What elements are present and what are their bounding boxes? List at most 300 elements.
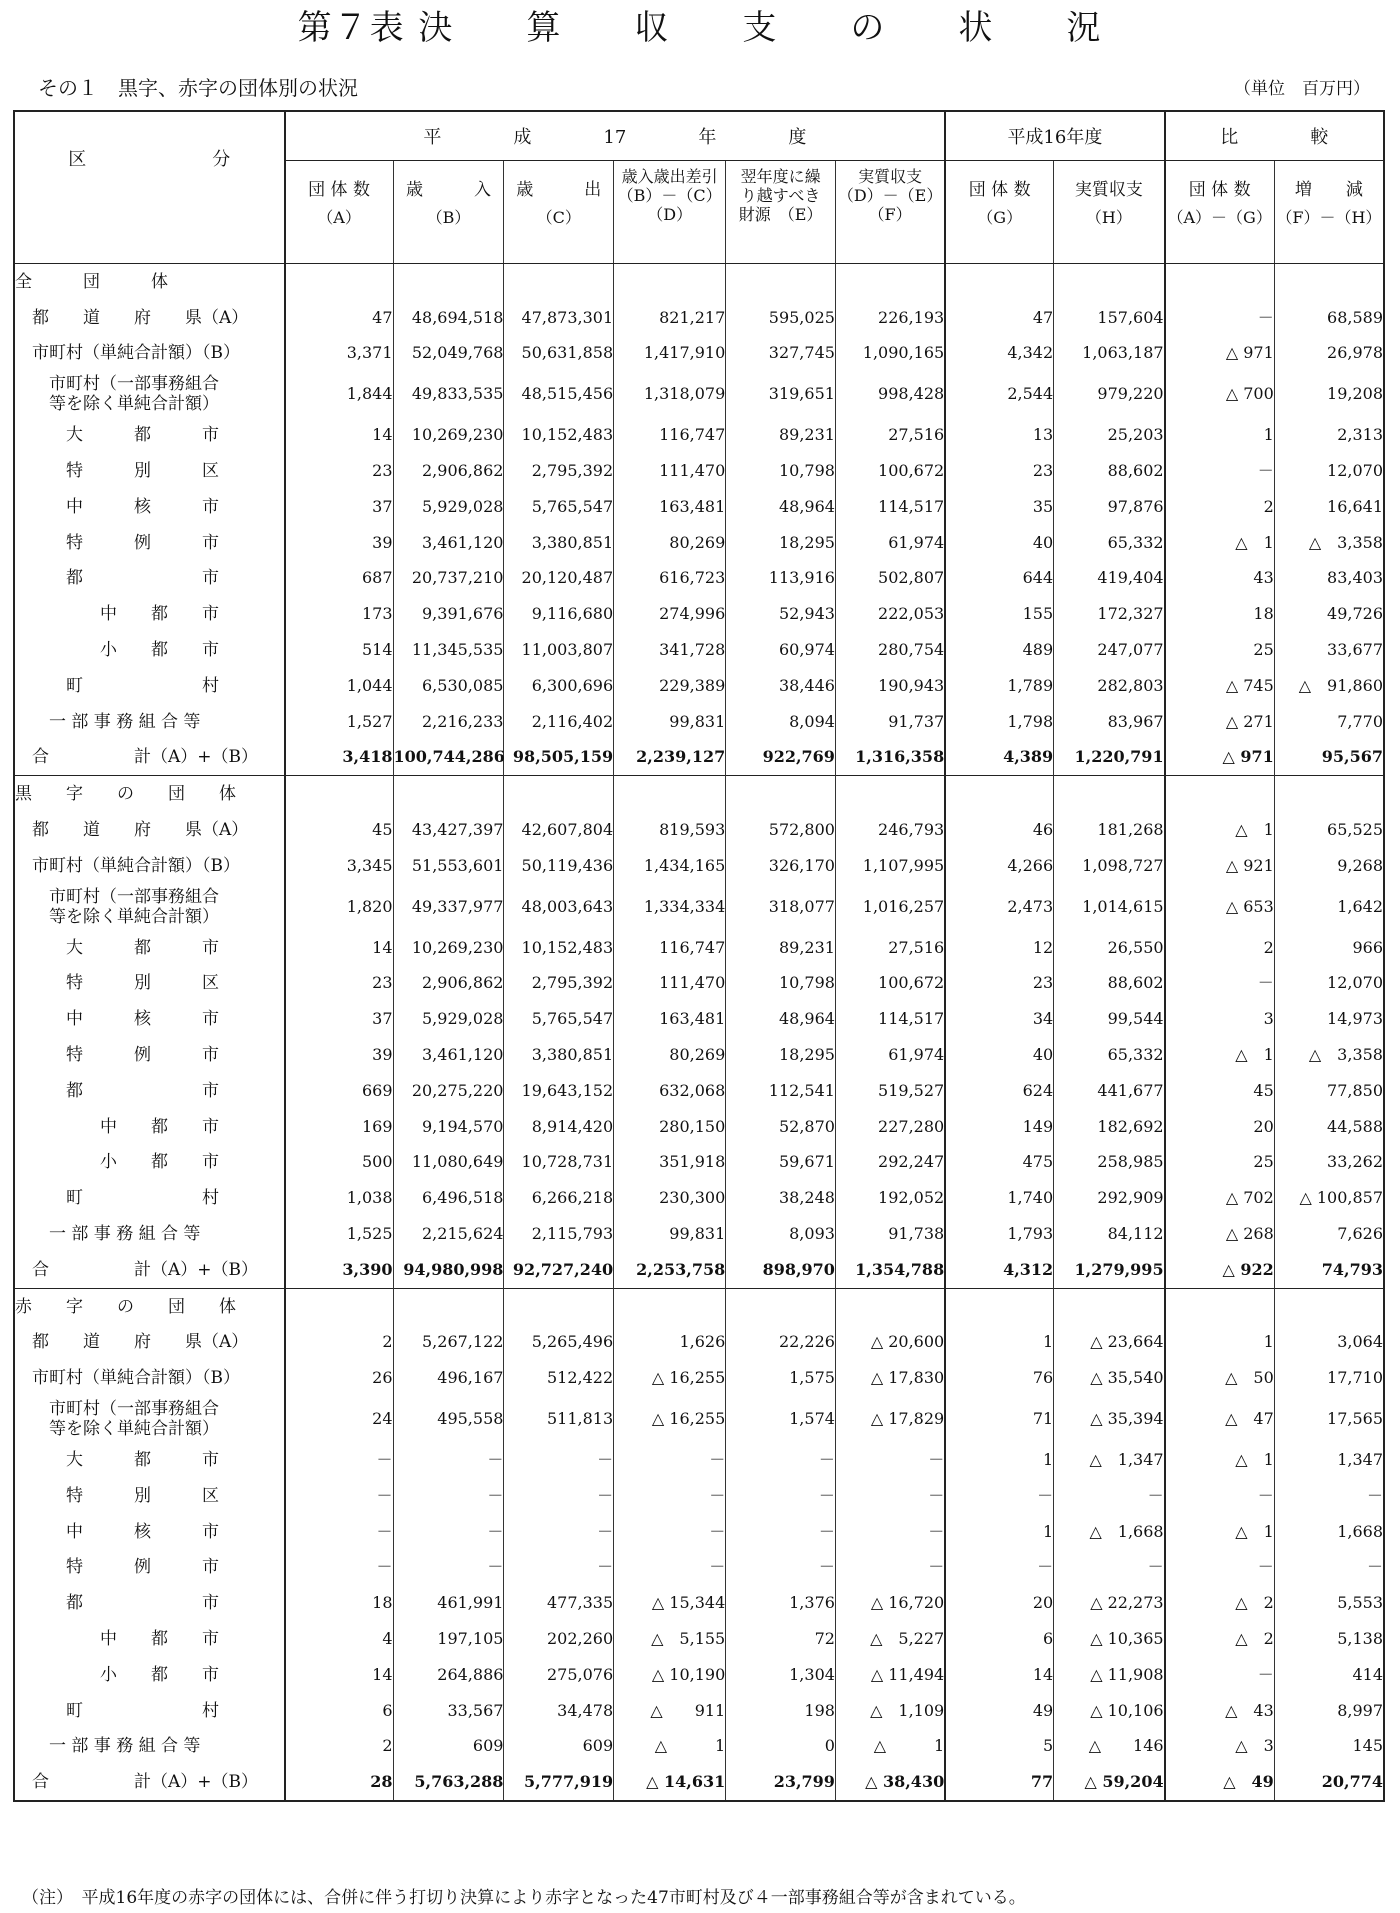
value-cell: 52,870 <box>726 1109 836 1145</box>
value-cell: 4,266 <box>945 848 1053 884</box>
value-cell: 495,558 <box>393 1396 504 1442</box>
value-cell: 10,269,230 <box>393 930 504 966</box>
value-cell: 23 <box>285 453 393 489</box>
value-cell: 114,517 <box>835 489 945 525</box>
row-label: 中 核 市 <box>15 496 219 517</box>
value-cell: 1,793 <box>945 1216 1053 1252</box>
value-cell: － <box>393 1478 504 1514</box>
value-cell: 111,470 <box>614 966 726 1002</box>
value-cell: 26,550 <box>1054 930 1165 966</box>
value-cell: 37 <box>285 489 393 525</box>
empty-cell <box>1165 1288 1275 1324</box>
value-cell: 3,380,851 <box>504 525 614 561</box>
value-cell: 26 <box>285 1360 393 1396</box>
hikaku-header: 比 較 <box>1165 111 1384 161</box>
section-title: 黒 字 の 団 体 <box>14 776 285 812</box>
table-row <box>14 1550 1384 1586</box>
table-row <box>14 1109 1384 1145</box>
value-cell: 202,260 <box>504 1621 614 1657</box>
table-row <box>14 668 1384 704</box>
value-cell: 163,481 <box>614 489 726 525</box>
value-cell: △ 59,204 <box>1054 1764 1165 1801</box>
value-cell: 1,038 <box>285 1180 393 1216</box>
value-cell: △ 11,494 <box>835 1657 945 1693</box>
value-cell: 5,763,288 <box>393 1764 504 1801</box>
value-cell: 27,516 <box>835 417 945 453</box>
value-cell: 1,574 <box>726 1396 836 1442</box>
value-cell: 616,723 <box>614 561 726 597</box>
value-cell: 12,070 <box>1274 966 1384 1002</box>
value-cell: 489 <box>945 632 1053 668</box>
value-cell: △ 146 <box>1054 1728 1165 1764</box>
value-cell: － <box>285 1550 393 1586</box>
empty-cell <box>1274 1288 1384 1324</box>
value-cell: 89,231 <box>726 930 836 966</box>
empty-cell <box>1054 1288 1165 1324</box>
value-cell: 1,668 <box>1274 1514 1384 1550</box>
value-cell: 4 <box>285 1621 393 1657</box>
row-label: 市町村（一部事務組合 等を除く単純合計額） <box>15 374 219 415</box>
value-cell: 7,626 <box>1274 1216 1384 1252</box>
value-cell: △ 653 <box>1165 884 1275 930</box>
value-cell: 20,737,210 <box>393 561 504 597</box>
value-cell: 6,530,085 <box>393 668 504 704</box>
value-cell: 91,738 <box>835 1216 945 1252</box>
table-row <box>14 1216 1384 1252</box>
value-cell: 3,064 <box>1274 1325 1384 1361</box>
value-cell: － <box>1274 1550 1384 1586</box>
value-cell: 197,105 <box>393 1621 504 1657</box>
value-cell: 351,918 <box>614 1145 726 1181</box>
value-cell: 18,295 <box>726 525 836 561</box>
row-label: 町 村 <box>15 675 219 696</box>
value-cell: 80,269 <box>614 1037 726 1073</box>
value-cell: 38,446 <box>726 668 836 704</box>
value-cell: 4,312 <box>945 1252 1053 1288</box>
value-cell: 7,770 <box>1274 704 1384 740</box>
table-row <box>14 848 1384 884</box>
table-row <box>14 1073 1384 1109</box>
value-cell: 1 <box>945 1442 1053 1478</box>
value-cell: 95,567 <box>1274 740 1384 776</box>
value-cell: 292,909 <box>1054 1180 1165 1216</box>
value-cell: △ 1 <box>1165 1442 1275 1478</box>
value-cell: 2 <box>1165 930 1275 966</box>
value-cell: 519,527 <box>835 1073 945 1109</box>
value-cell: 48,964 <box>726 489 836 525</box>
value-cell: 49,337,977 <box>393 884 504 930</box>
col-header: 増 減 （F）－（H） <box>1274 161 1384 264</box>
value-cell: 39 <box>285 525 393 561</box>
empty-cell <box>835 776 945 812</box>
table-row <box>14 596 1384 632</box>
value-cell: － <box>504 1478 614 1514</box>
value-cell: 42,607,804 <box>504 812 614 848</box>
value-cell: 282,803 <box>1054 668 1165 704</box>
value-cell: 475 <box>945 1145 1053 1181</box>
value-cell: 114,517 <box>835 1001 945 1037</box>
value-cell: 11,080,649 <box>393 1145 504 1181</box>
value-cell: 98,505,159 <box>504 740 614 776</box>
table-section <box>14 1288 1384 1801</box>
value-cell: 52,049,768 <box>393 336 504 372</box>
value-cell: △ 16,720 <box>835 1585 945 1621</box>
value-cell: 34,478 <box>504 1693 614 1729</box>
value-cell: △ 745 <box>1165 668 1275 704</box>
value-cell: △ 100,857 <box>1274 1180 1384 1216</box>
value-cell: △ 23,664 <box>1054 1325 1165 1361</box>
value-cell: 326,170 <box>726 848 836 884</box>
value-cell: － <box>504 1514 614 1550</box>
value-cell: △ 17,829 <box>835 1396 945 1442</box>
value-cell: △ 1 <box>835 1728 945 1764</box>
value-cell: 113,916 <box>726 561 836 597</box>
row-label: 中 核 市 <box>15 1521 219 1542</box>
value-cell: 1,820 <box>285 884 393 930</box>
value-cell: 169 <box>285 1109 393 1145</box>
value-cell: 8,093 <box>726 1216 836 1252</box>
value-cell: 1,044 <box>285 668 393 704</box>
value-cell: △ 702 <box>1165 1180 1275 1216</box>
value-cell: △ 1 <box>1165 812 1275 848</box>
value-cell: 37 <box>285 1001 393 1037</box>
col-header: 歳入歳出差引 （B）－（C） （D） <box>614 161 726 264</box>
value-cell: 51,553,601 <box>393 848 504 884</box>
value-cell: 22,226 <box>726 1325 836 1361</box>
value-cell: 23,799 <box>726 1764 836 1801</box>
value-cell: 11,345,535 <box>393 632 504 668</box>
value-cell: 6 <box>285 1693 393 1729</box>
value-cell: 414 <box>1274 1657 1384 1693</box>
col-header: 実質収支 （H） <box>1054 161 1165 264</box>
value-cell: 461,991 <box>393 1585 504 1621</box>
value-cell: 16,641 <box>1274 489 1384 525</box>
section-title-row <box>14 1288 1384 1324</box>
value-cell: 419,404 <box>1054 561 1165 597</box>
value-cell: 14 <box>945 1657 1053 1693</box>
value-cell: △ 10,365 <box>1054 1621 1165 1657</box>
value-cell: 821,217 <box>614 300 726 336</box>
value-cell: － <box>726 1550 836 1586</box>
value-cell: 76 <box>945 1360 1053 1396</box>
value-cell: 966 <box>1274 930 1384 966</box>
value-cell: 280,150 <box>614 1109 726 1145</box>
value-cell: △ 17,830 <box>835 1360 945 1396</box>
value-cell: 1,063,187 <box>1054 336 1165 372</box>
value-cell: 49 <box>945 1693 1053 1729</box>
value-cell: 47 <box>945 300 1053 336</box>
empty-cell <box>393 776 504 812</box>
value-cell: △ 1 <box>1165 1514 1275 1550</box>
value-cell: 92,727,240 <box>504 1252 614 1288</box>
value-cell: 1,098,727 <box>1054 848 1165 884</box>
value-cell: △ 268 <box>1165 1216 1275 1252</box>
value-cell: 2,906,862 <box>393 453 504 489</box>
value-cell: 100,672 <box>835 966 945 1002</box>
table-row <box>14 336 1384 372</box>
value-cell: △ 10,106 <box>1054 1693 1165 1729</box>
value-cell: 97,876 <box>1054 489 1165 525</box>
value-cell: △ 3 <box>1165 1728 1275 1764</box>
empty-cell <box>1274 776 1384 812</box>
value-cell: 33,567 <box>393 1693 504 1729</box>
value-cell: 3,345 <box>285 848 393 884</box>
empty-cell <box>1274 264 1384 300</box>
value-cell: 50,631,858 <box>504 336 614 372</box>
value-cell: 40 <box>945 1037 1053 1073</box>
value-cell: － <box>614 1550 726 1586</box>
value-cell: △ 271 <box>1165 704 1275 740</box>
row-label: 特 別 区 <box>15 1485 219 1506</box>
row-label: 大 都 市 <box>15 937 219 958</box>
table-section <box>14 776 1384 1288</box>
value-cell: 190,943 <box>835 668 945 704</box>
value-cell: △ 15,344 <box>614 1585 726 1621</box>
value-cell: 1,279,995 <box>1054 1252 1165 1288</box>
value-cell: 88,602 <box>1054 453 1165 489</box>
value-cell: 65,525 <box>1274 812 1384 848</box>
row-label: 一 部 事 務 組 合 等 <box>15 711 201 732</box>
value-cell: 1,740 <box>945 1180 1053 1216</box>
table-row <box>14 1442 1384 1478</box>
value-cell: 45 <box>1165 1073 1275 1109</box>
value-cell: 47,873,301 <box>504 300 614 336</box>
value-cell: 3,418 <box>285 740 393 776</box>
value-cell: － <box>1165 1657 1275 1693</box>
value-cell: 2,473 <box>945 884 1053 930</box>
value-cell: 39 <box>285 1037 393 1073</box>
value-cell: 14 <box>285 1657 393 1693</box>
value-cell: 14 <box>285 930 393 966</box>
value-cell: 112,541 <box>726 1073 836 1109</box>
row-label: 中 核 市 <box>15 1009 219 1030</box>
row-label: 市町村（一部事務組合 等を除く単純合計額） <box>15 886 219 927</box>
value-cell: － <box>835 1478 945 1514</box>
value-cell: 27,516 <box>835 930 945 966</box>
row-label: 市町村（単純合計額）（B） <box>15 343 240 364</box>
value-cell: 2 <box>285 1728 393 1764</box>
row-label: 都 道 府 県（A） <box>15 1332 249 1353</box>
value-cell: 246,793 <box>835 812 945 848</box>
value-cell: 1,417,910 <box>614 336 726 372</box>
empty-cell <box>1054 776 1165 812</box>
table-row <box>14 704 1384 740</box>
value-cell: － <box>726 1442 836 1478</box>
value-cell: 644 <box>945 561 1053 597</box>
value-cell: 43 <box>1165 561 1275 597</box>
page-title: 第７表 決 算 収 支 の 状 況 <box>297 8 1103 48</box>
row-label: 合 計（A）+（B） <box>15 747 259 768</box>
value-cell: 181,268 <box>1054 812 1165 848</box>
col-header: 歳 出 （C） <box>504 161 614 264</box>
value-cell: 1,304 <box>726 1657 836 1693</box>
value-cell: 26,978 <box>1274 336 1384 372</box>
value-cell: △ 1 <box>1165 525 1275 561</box>
value-cell: 3,390 <box>285 1252 393 1288</box>
value-cell: 24 <box>285 1396 393 1442</box>
empty-cell <box>285 776 393 812</box>
value-cell: △ 16,255 <box>614 1360 726 1396</box>
value-cell: － <box>1274 1478 1384 1514</box>
value-cell: 45 <box>285 812 393 848</box>
value-cell: － <box>393 1442 504 1478</box>
table-row <box>14 812 1384 848</box>
table-row <box>14 884 1384 930</box>
table-row <box>14 1514 1384 1550</box>
value-cell: 8,997 <box>1274 1693 1384 1729</box>
value-cell: 6 <box>945 1621 1053 1657</box>
value-cell: 6,300,696 <box>504 668 614 704</box>
value-cell: 59,671 <box>726 1145 836 1181</box>
value-cell: 77 <box>945 1764 1053 1801</box>
row-label: 小 都 市 <box>15 1664 219 1685</box>
value-cell: 1 <box>945 1325 1053 1361</box>
section-title: 赤 字 の 団 体 <box>14 1288 285 1324</box>
row-label: 市町村（単純合計額）（B） <box>15 855 240 876</box>
value-cell: 20,275,220 <box>393 1073 504 1109</box>
value-cell: 280,754 <box>835 632 945 668</box>
value-cell: 34 <box>945 1001 1053 1037</box>
value-cell: 609 <box>504 1728 614 1764</box>
value-cell: － <box>726 1514 836 1550</box>
value-cell: 5,929,028 <box>393 489 504 525</box>
value-cell: 74,793 <box>1274 1252 1384 1288</box>
table-row <box>14 1585 1384 1621</box>
value-cell: △ 50 <box>1165 1360 1275 1396</box>
value-cell: 25 <box>1165 632 1275 668</box>
value-cell: 1,014,615 <box>1054 884 1165 930</box>
value-cell: 10,269,230 <box>393 417 504 453</box>
value-cell: 4,389 <box>945 740 1053 776</box>
table-row <box>14 966 1384 1002</box>
value-cell: 6,266,218 <box>504 1180 614 1216</box>
value-cell: △ 43 <box>1165 1693 1275 1729</box>
value-cell: 222,053 <box>835 596 945 632</box>
value-cell: 5 <box>945 1728 1053 1764</box>
table-row <box>14 1180 1384 1216</box>
value-cell: 3,380,851 <box>504 1037 614 1073</box>
value-cell: 80,269 <box>614 525 726 561</box>
value-cell: △ 1 <box>1165 1037 1275 1073</box>
value-cell: 116,747 <box>614 930 726 966</box>
value-cell: 192,052 <box>835 1180 945 1216</box>
value-cell: 23 <box>285 966 393 1002</box>
row-label: 中 都 市 <box>15 1628 219 1649</box>
row-label: 特 例 市 <box>15 1045 219 1066</box>
value-cell: 341,728 <box>614 632 726 668</box>
value-cell: 14,973 <box>1274 1001 1384 1037</box>
value-cell: 502,807 <box>835 561 945 597</box>
empty-cell <box>726 264 836 300</box>
value-cell: 1,575 <box>726 1360 836 1396</box>
value-cell: △ 16,255 <box>614 1396 726 1442</box>
value-cell: 2,253,758 <box>614 1252 726 1288</box>
value-cell: 1,434,165 <box>614 848 726 884</box>
total-row <box>14 1764 1384 1801</box>
value-cell: － <box>614 1442 726 1478</box>
empty-cell <box>504 264 614 300</box>
empty-cell <box>1165 264 1275 300</box>
table-row <box>14 1693 1384 1729</box>
value-cell: 511,813 <box>504 1396 614 1442</box>
row-label: 市町村（単純合計額）（B） <box>15 1368 240 1389</box>
value-cell: 25,203 <box>1054 417 1165 453</box>
value-cell: 10,152,483 <box>504 417 614 453</box>
value-cell: 9,391,676 <box>393 596 504 632</box>
value-cell: 264,886 <box>393 1657 504 1693</box>
value-cell: 5,138 <box>1274 1621 1384 1657</box>
row-label: 特 例 市 <box>15 532 219 553</box>
value-cell: 11,003,807 <box>504 632 614 668</box>
value-cell: － <box>393 1514 504 1550</box>
value-cell: 20 <box>1165 1109 1275 1145</box>
value-cell: 83,967 <box>1054 704 1165 740</box>
value-cell: 318,077 <box>726 884 836 930</box>
table-subtitle: その１ 黒字、赤字の団体別の状況 <box>38 76 358 100</box>
value-cell: 3,371 <box>285 336 393 372</box>
empty-cell <box>726 776 836 812</box>
table-row <box>14 417 1384 453</box>
value-cell: △ 922 <box>1165 1252 1275 1288</box>
settlement-table <box>13 110 1385 1802</box>
value-cell: 2,795,392 <box>504 453 614 489</box>
value-cell: 12,070 <box>1274 453 1384 489</box>
value-cell: 3 <box>1165 1001 1275 1037</box>
value-cell: 2,215,624 <box>393 1216 504 1252</box>
value-cell: 1,525 <box>285 1216 393 1252</box>
value-cell: 198 <box>726 1693 836 1729</box>
value-cell: 28 <box>285 1764 393 1801</box>
value-cell: 182,692 <box>1054 1109 1165 1145</box>
value-cell: △ 1,347 <box>1054 1442 1165 1478</box>
empty-cell <box>945 264 1053 300</box>
value-cell: 44,588 <box>1274 1109 1384 1145</box>
value-cell: 84,112 <box>1054 1216 1165 1252</box>
value-cell: 258,985 <box>1054 1145 1165 1181</box>
value-cell: － <box>1165 1478 1275 1514</box>
unit-label: （単位 百万円） <box>1234 79 1370 99</box>
value-cell: － <box>614 1478 726 1514</box>
empty-cell <box>614 264 726 300</box>
value-cell: 1,347 <box>1274 1442 1384 1478</box>
table-row <box>14 1478 1384 1514</box>
value-cell: △ 3,358 <box>1274 525 1384 561</box>
value-cell: 632,068 <box>614 1073 726 1109</box>
value-cell: 145 <box>1274 1728 1384 1764</box>
value-cell: 155 <box>945 596 1053 632</box>
value-cell: 1 <box>1165 417 1275 453</box>
value-cell: － <box>1054 1478 1165 1514</box>
value-cell: 1,626 <box>614 1325 726 1361</box>
value-cell: 33,262 <box>1274 1145 1384 1181</box>
value-cell: 2,216,233 <box>393 704 504 740</box>
section-title: 全 団 体 <box>14 264 285 300</box>
empty-cell <box>945 1288 1053 1324</box>
value-cell: 1,107,995 <box>835 848 945 884</box>
value-cell: 4,342 <box>945 336 1053 372</box>
value-cell: 83,403 <box>1274 561 1384 597</box>
row-label: 中 都 市 <box>15 604 219 625</box>
row-label: 大 都 市 <box>15 425 219 446</box>
col-header: 実質収支 （D）－（E） （F） <box>835 161 945 264</box>
value-cell: 10,152,483 <box>504 930 614 966</box>
value-cell: 111,470 <box>614 453 726 489</box>
empty-cell <box>504 776 614 812</box>
value-cell: 512,422 <box>504 1360 614 1396</box>
value-cell: 1,376 <box>726 1585 836 1621</box>
value-cell: △ 921 <box>1165 848 1275 884</box>
value-cell: 12 <box>945 930 1053 966</box>
